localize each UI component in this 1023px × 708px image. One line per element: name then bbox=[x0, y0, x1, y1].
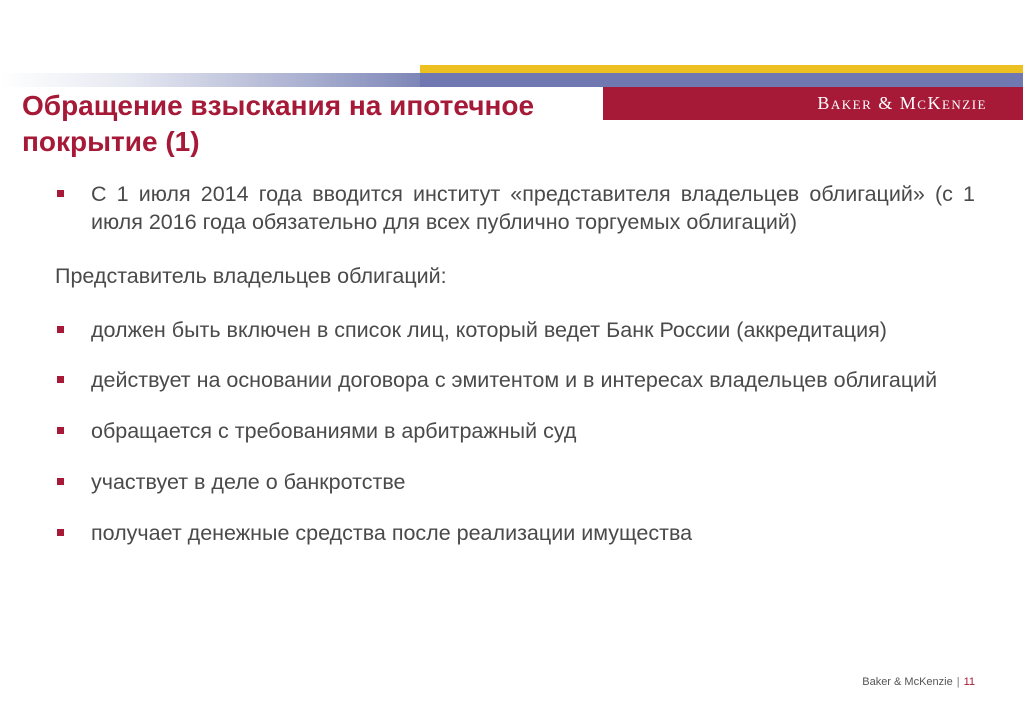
subheading-text: Представитель владельцев облигаций: bbox=[55, 264, 447, 288]
bullet-text: получает денежные средства после реализации имущества bbox=[91, 521, 693, 545]
bullet-square-icon bbox=[57, 376, 64, 383]
bullet-item bbox=[55, 417, 975, 445]
company-logo: Baker & McKenzie bbox=[817, 93, 987, 113]
bullet-item bbox=[55, 316, 975, 344]
bullet-square-icon bbox=[57, 478, 64, 485]
footer-company: Baker & McKenzie bbox=[862, 676, 953, 688]
bullet-item bbox=[55, 468, 975, 496]
band-blue-stripe bbox=[420, 73, 1023, 87]
band-gradient bbox=[0, 73, 420, 87]
bullet-item bbox=[55, 180, 975, 236]
bullet-text: С 1 июля 2014 года вводится институт «представителя владельцев облигаций» (с 1 июля 2016 года обязательно для всех публично торгуемых облигаций) bbox=[91, 182, 975, 234]
bullet-square-icon bbox=[57, 190, 64, 197]
bullet-square-icon bbox=[57, 427, 64, 434]
bullet-square-icon bbox=[57, 529, 64, 536]
slide-title bbox=[22, 88, 602, 160]
title-line-1: Обращение взыскания на ипотечное bbox=[22, 90, 535, 121]
slide-footer bbox=[862, 676, 975, 688]
bullet-item bbox=[55, 519, 975, 547]
section-subheading bbox=[55, 262, 975, 290]
logo-bar bbox=[603, 87, 1023, 120]
bullet-square-icon bbox=[57, 326, 64, 333]
slide-content bbox=[55, 180, 975, 547]
page-number: 11 bbox=[963, 676, 975, 688]
band-gold-stripe bbox=[420, 65, 1023, 73]
bullet-item bbox=[55, 366, 975, 394]
bullet-text: действует на основании договора с эмитентом и в интересах владельцев облигаций bbox=[91, 368, 938, 392]
header-decorative-band bbox=[0, 65, 1023, 87]
bullet-text: участвует в деле о банкротстве bbox=[91, 470, 406, 494]
footer-separator: | bbox=[956, 676, 960, 688]
title-line-2: покрытие (1) bbox=[22, 126, 200, 157]
bullet-text: обращается с требованиями в арбитражный суд bbox=[91, 419, 577, 443]
bullet-text: должен быть включен в список лиц, который ведет Банк России (аккредитация) bbox=[91, 318, 887, 342]
